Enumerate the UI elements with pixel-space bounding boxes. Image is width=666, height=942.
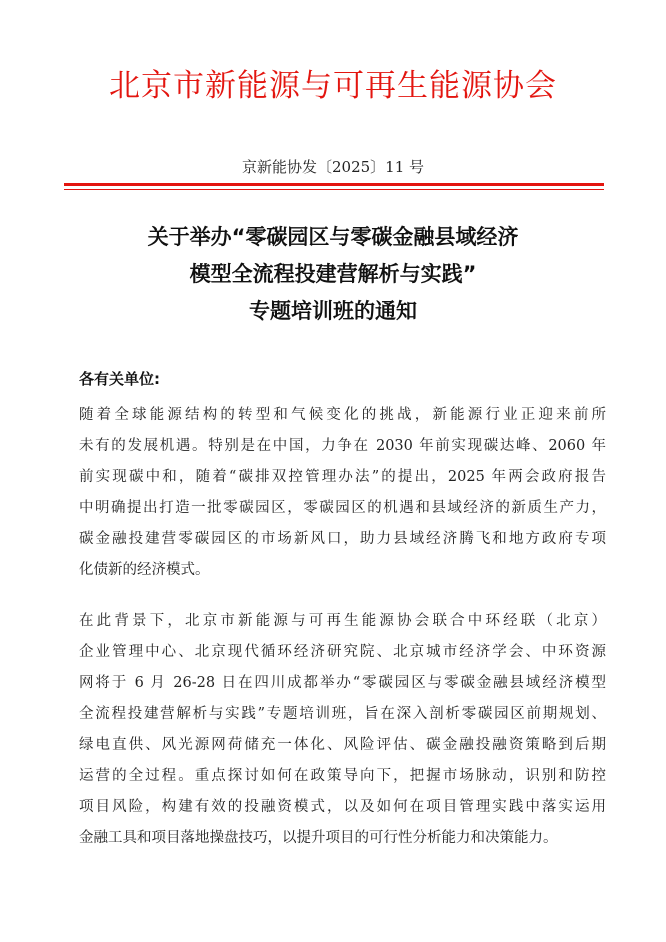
paragraph-line: 在此背景下，北京市新能源与可再生能源协会联合中环经联（北京） <box>79 613 606 629</box>
paragraph-line: 未有的发展机遇。特别是在中国，力争在 2030 年前实现碳达峰、2060 年 <box>79 438 606 454</box>
notice-title-line-1: 关于举办“零碳园区与零碳金融县域经济 <box>147 225 519 249</box>
document-number: 京新能协发〔2025〕11 号 <box>241 158 425 176</box>
header-divider-thin <box>64 189 604 190</box>
paragraph-line: 网将于 6 月 26-28 日在四川成都举办“零碳园区与零碳金融县域经济模型 <box>79 675 606 691</box>
notice-title-line-2: 模型全流程投建营解析与实践” <box>189 262 477 286</box>
paragraph-line: 中明确提出打造一批零碳园区，零碳园区的机遇和县域经济的新质生产力， <box>79 500 606 516</box>
paragraph-line: 全流程投建营解析与实践”专题培训班，旨在深入剖析零碳园区前期规划、 <box>79 706 606 722</box>
body-paragraph-2 <box>79 606 606 854</box>
paragraph-line: 前实现碳中和，随着“碳排双控管理办法”的提出，2025 年两会政府报告 <box>79 469 606 485</box>
paragraph-line: 化债新的经济模式。 <box>79 562 210 578</box>
paragraph-line: 金融工具和项目落地操盘技巧，以提升项目的可行性分析能力和决策能力。 <box>79 830 558 846</box>
notice-title-line-3: 专题培训班的通知 <box>249 299 417 323</box>
paragraph-line: 项目风险，构建有效的投融资模式，以及如何在项目管理实践中落实运用 <box>79 799 606 815</box>
paragraph-line: 企业管理中心、北京现代循环经济研究院、北京城市经济学会、中环资源 <box>79 644 606 660</box>
header-divider-thick <box>64 183 604 186</box>
paragraph-line: 运营的全过程。重点探讨如何在政策导向下，把握市场脉动，识别和防控 <box>79 768 606 784</box>
paragraph-line: 随着全球能源结构的转型和气候变化的挑战，新能源行业正迎来前所 <box>79 407 606 423</box>
body-paragraph-1 <box>79 400 606 586</box>
paragraph-line: 碳金融投建营零碳园区的市场新风口，助力县域经济腾飞和地方政府专项 <box>79 531 606 547</box>
organization-title: 北京市新能源与可再生能源协会 <box>109 68 557 104</box>
paragraph-line: 绿电直供、风光源网荷储充一体化、风险评估、碳金融投融资策略到后期 <box>79 737 606 753</box>
salutation: 各有关单位: <box>79 370 160 388</box>
